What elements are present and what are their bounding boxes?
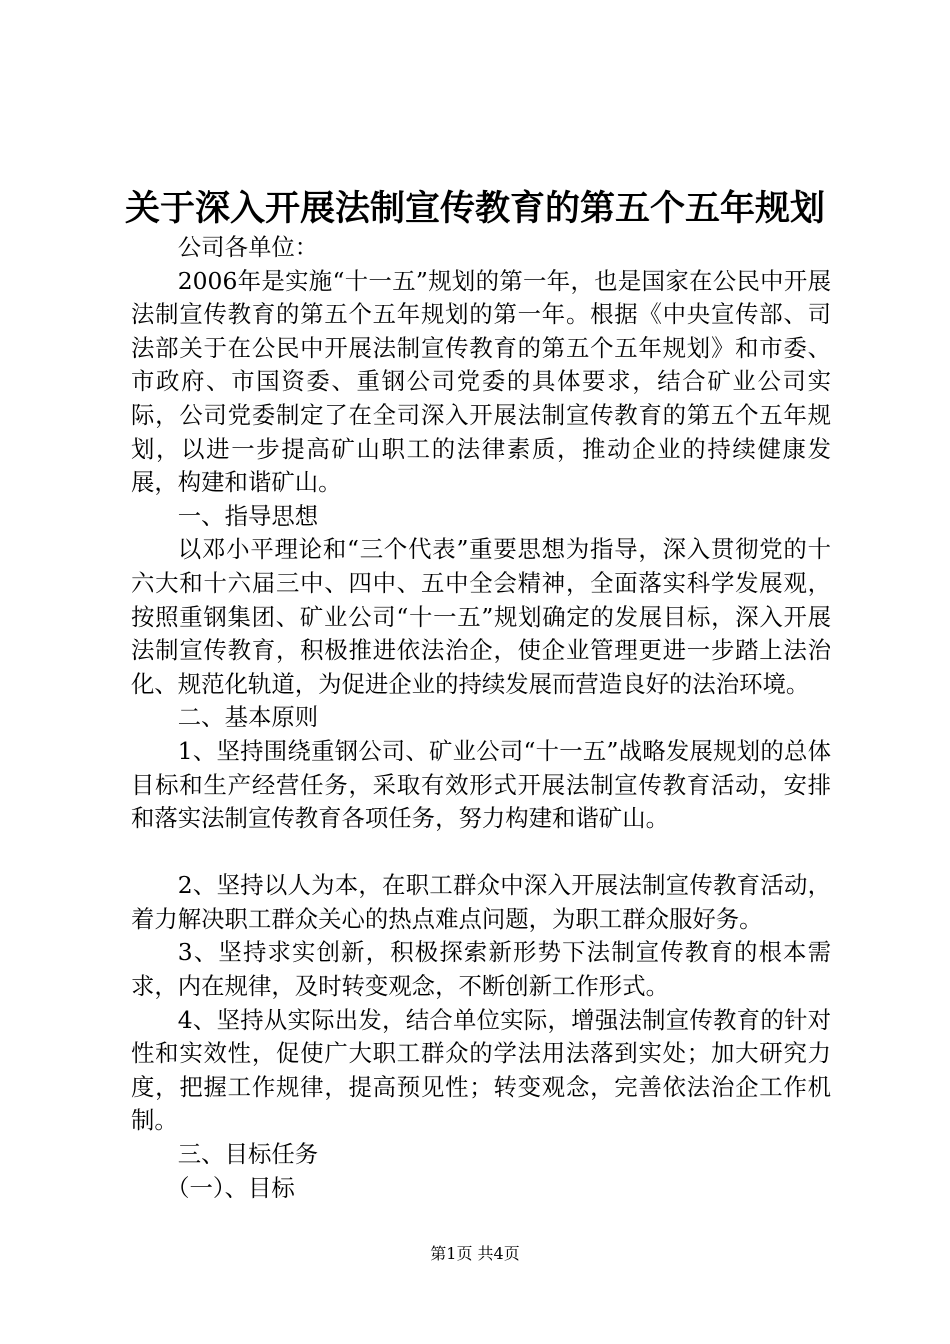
page-number-footer: 第1页 共4页 (430, 1244, 520, 1263)
paragraph-gap (131, 836, 831, 870)
principle-item-1: 1、坚持围绕重钢公司、矿业公司“十一五”战略发展规划的总体目标和生产经营任务，采取有效形式开展法制宣传教育活动，安排和落实法制宣传教育各项任务，努力构建和谐矿山。 (131, 736, 831, 833)
section-heading-basic-principles: 二、基本原则 (177, 703, 319, 732)
document-title: 关于深入开展法制宣传教育的第五个五年规划 (124, 188, 825, 229)
document-body (131, 231, 831, 1205)
section-heading-guiding-thought: 一、指导思想 (177, 501, 319, 530)
paragraph-guiding-thought: 以邓小平理论和“三个代表”重要思想为指导，深入贯彻党的十六大和十六届三中、四中、五中全会精神，全面落实科学发展观，按照重钢集团、矿业公司“十一五”规划确定的发展目标，深入开展法制宣传教育，积极推进依法治企，使企业管理更进一步踏上法治化、规范化轨道，为促进企业的持续发展而营造良好的法治环境。 (131, 535, 831, 698)
principle-item-3: 3、坚持求实创新，积极探索新形势下法制宣传教育的根本需求，内在规律，及时转变观念，不断创新工作形式。 (131, 938, 831, 1001)
paragraph-intro: 2006年是实施“十一五”规划的第一年，也是国家在公民中开展法制宣传教育的第五个五年规划的第一年。根据《中央宣传部、司法部关于在公民中开展法制宣传教育的第五个五年规划》和市委、市政府、市国资委、重钢公司党委的具体要求，结合矿业公司实际，公司党委制定了在全司深入开展法制宣传教育的第五个五年规划，以进一步提高矿山职工的法律素质，推动企业的持续健康发展，构建和谐矿山。 (131, 266, 831, 497)
principle-item-2: 2、坚持以人为本，在职工群众中深入开展法制宣传教育活动，着力解决职工群众关心的热点难点问题，为职工群众服好务。 (131, 871, 831, 933)
salutation: 公司各单位： (177, 233, 319, 261)
subsection-heading-goals: （一）、目标 (166, 1173, 295, 1202)
principle-item-4: 4、坚持从实际出发，结合单位实际，增强法制宣传教育的针对性和实效性，促使广大职工群众的学法用法落到实处；加大研究力度，把握工作规律，提高预见性；转变观念，完善依法治企工作机制。 (131, 1005, 831, 1135)
section-heading-goals-tasks: 三、目标任务 (177, 1140, 319, 1169)
